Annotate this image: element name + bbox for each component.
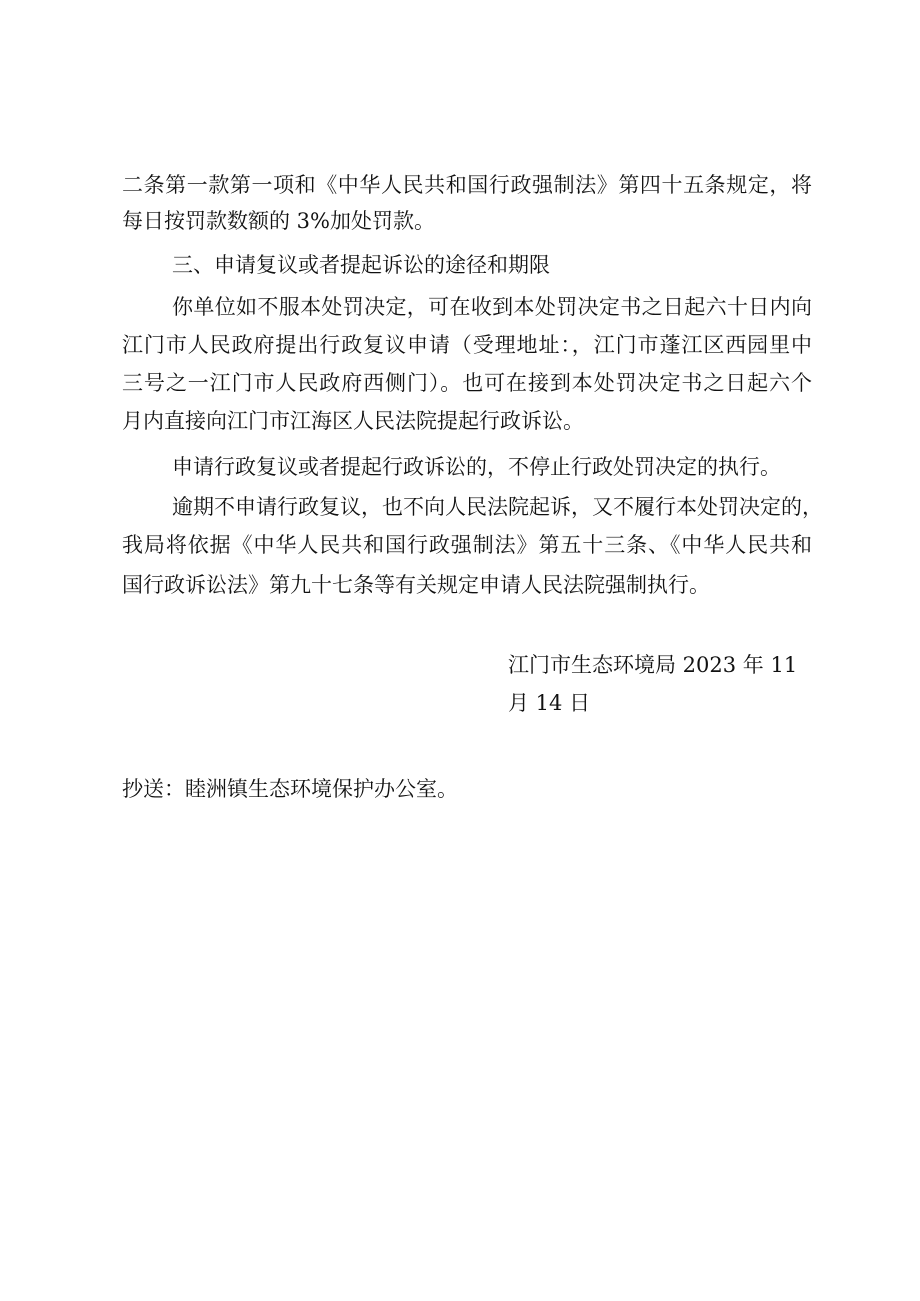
signature-date: 月 14 日 [508, 691, 591, 715]
paragraph-line: 江门市人民政府提出行政复议申请（受理地址：，江门市蓬江区西园里中 [122, 333, 812, 357]
paragraph-line: 三号之一江门市人民政府西侧门）。也可在接到本处罚决定书之日起六个 [122, 371, 812, 395]
section-heading: 三、申请复议或者提起诉讼的途径和期限 [172, 253, 550, 277]
paragraph-line: 每日按罚款数额的 3%加处罚款。 [122, 209, 435, 233]
paragraph-line: 国行政诉讼法》第九十七条等有关规定申请人民法院强制执行。 [122, 573, 710, 597]
paragraph-line: 逾期不申请行政复议，也不向人民法院起诉，又不履行本处罚决定的， [172, 495, 823, 519]
paragraph-line: 你单位如不服本处罚决定，可在收到本处罚决定书之日起六十日内向 [172, 295, 812, 319]
paragraph-line: 我局将依据《中华人民共和国行政强制法》第五十三条、《中华人民共和 [122, 533, 812, 557]
signature-line: 江门市生态环境局 2023 年 11 [508, 653, 798, 677]
cc-line: 抄送：睦洲镇生态环境保护办公室。 [122, 777, 458, 801]
paragraph-line: 二条第一款第一项和《中华人民共和国行政强制法》第四十五条规定，将 [122, 173, 812, 197]
paragraph-line: 申请行政复议或者提起行政诉讼的，不停止行政处罚决定的执行。 [172, 455, 781, 479]
paragraph-line: 月内直接向江门市江海区人民法院提起行政诉讼。 [122, 409, 584, 433]
